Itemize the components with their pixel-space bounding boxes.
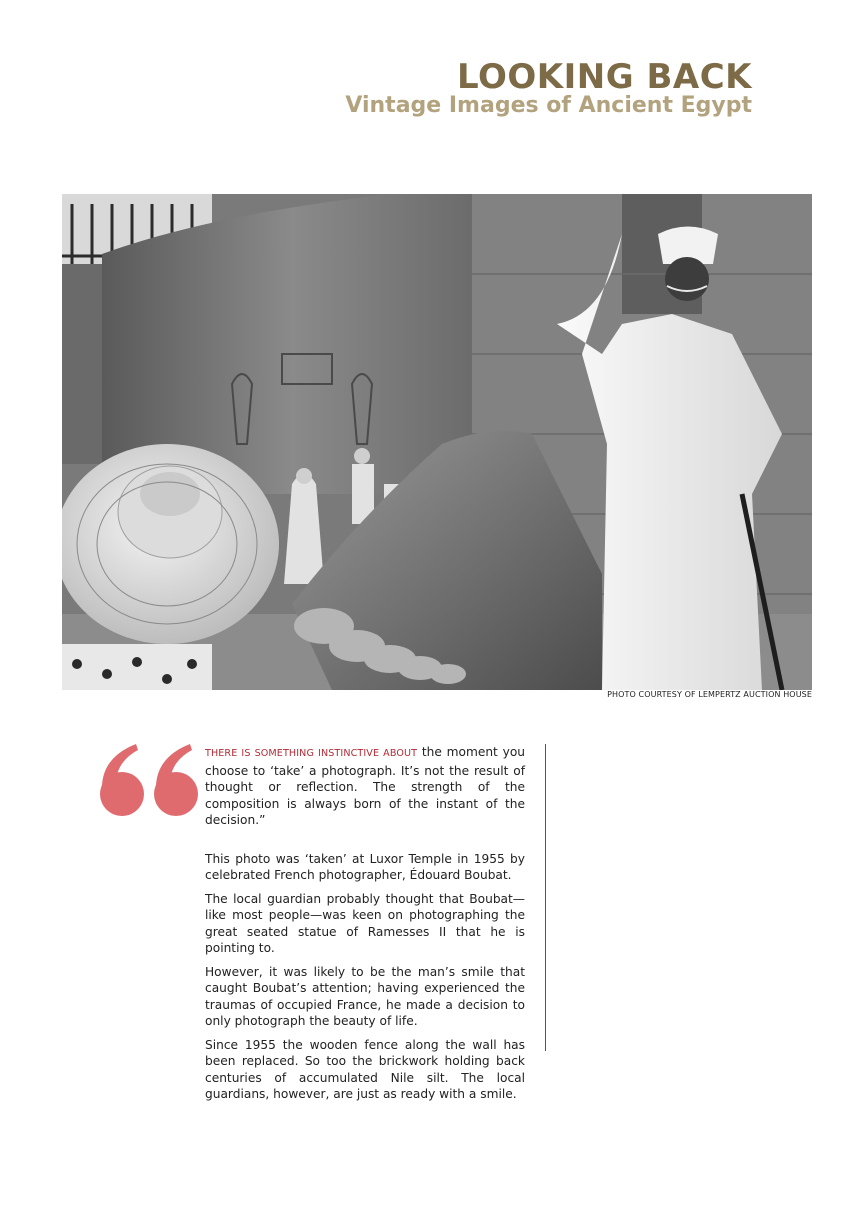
article-paragraph: The local guardian probably thought that Boubat—like most people—was keen on photographing the great seated statue of Ramesses II that he is pointing to. [205, 891, 525, 955]
article-paragraph: Since 1955 the wooden fence along the wall has been replaced. So too the brickwork holding back centuries of accumulated Nile silt. The local guardians, however, are just as ready with a smile. [205, 1037, 525, 1101]
pull-quote [205, 744, 525, 829]
article-paragraph: However, it was likely to be the man’s smile that caught Boubat’s attention; having experienced the traumas of occupied France, he made a decision to only photograph the beauty of life. [205, 964, 525, 1028]
page-subtitle: Vintage Images of Ancient Egypt [345, 93, 752, 118]
column-divider [545, 744, 546, 1051]
quote-lead-in: THERE IS SOMETHING INSTINCTIVE ABOUT [205, 748, 418, 759]
article-paragraph: This photo was ‘taken’ at Luxor Temple in 1955 by celebrated French photographer, Édouard Boubat. [205, 851, 525, 882]
quote-text: the moment you choose to ‘take’ a photograph. It’s not the result of thought or reflection. The strength of the composition is always born of the instant of the decision.” [205, 745, 526, 827]
luxor-temple-photo [62, 194, 812, 690]
quote-mark-icon [96, 740, 206, 820]
article-body [205, 744, 525, 1110]
photo-credit: PHOTO COURTESY OF LEMPERTZ AUCTION HOUSE [607, 690, 812, 699]
page-title: LOOKING BACK [457, 57, 752, 97]
